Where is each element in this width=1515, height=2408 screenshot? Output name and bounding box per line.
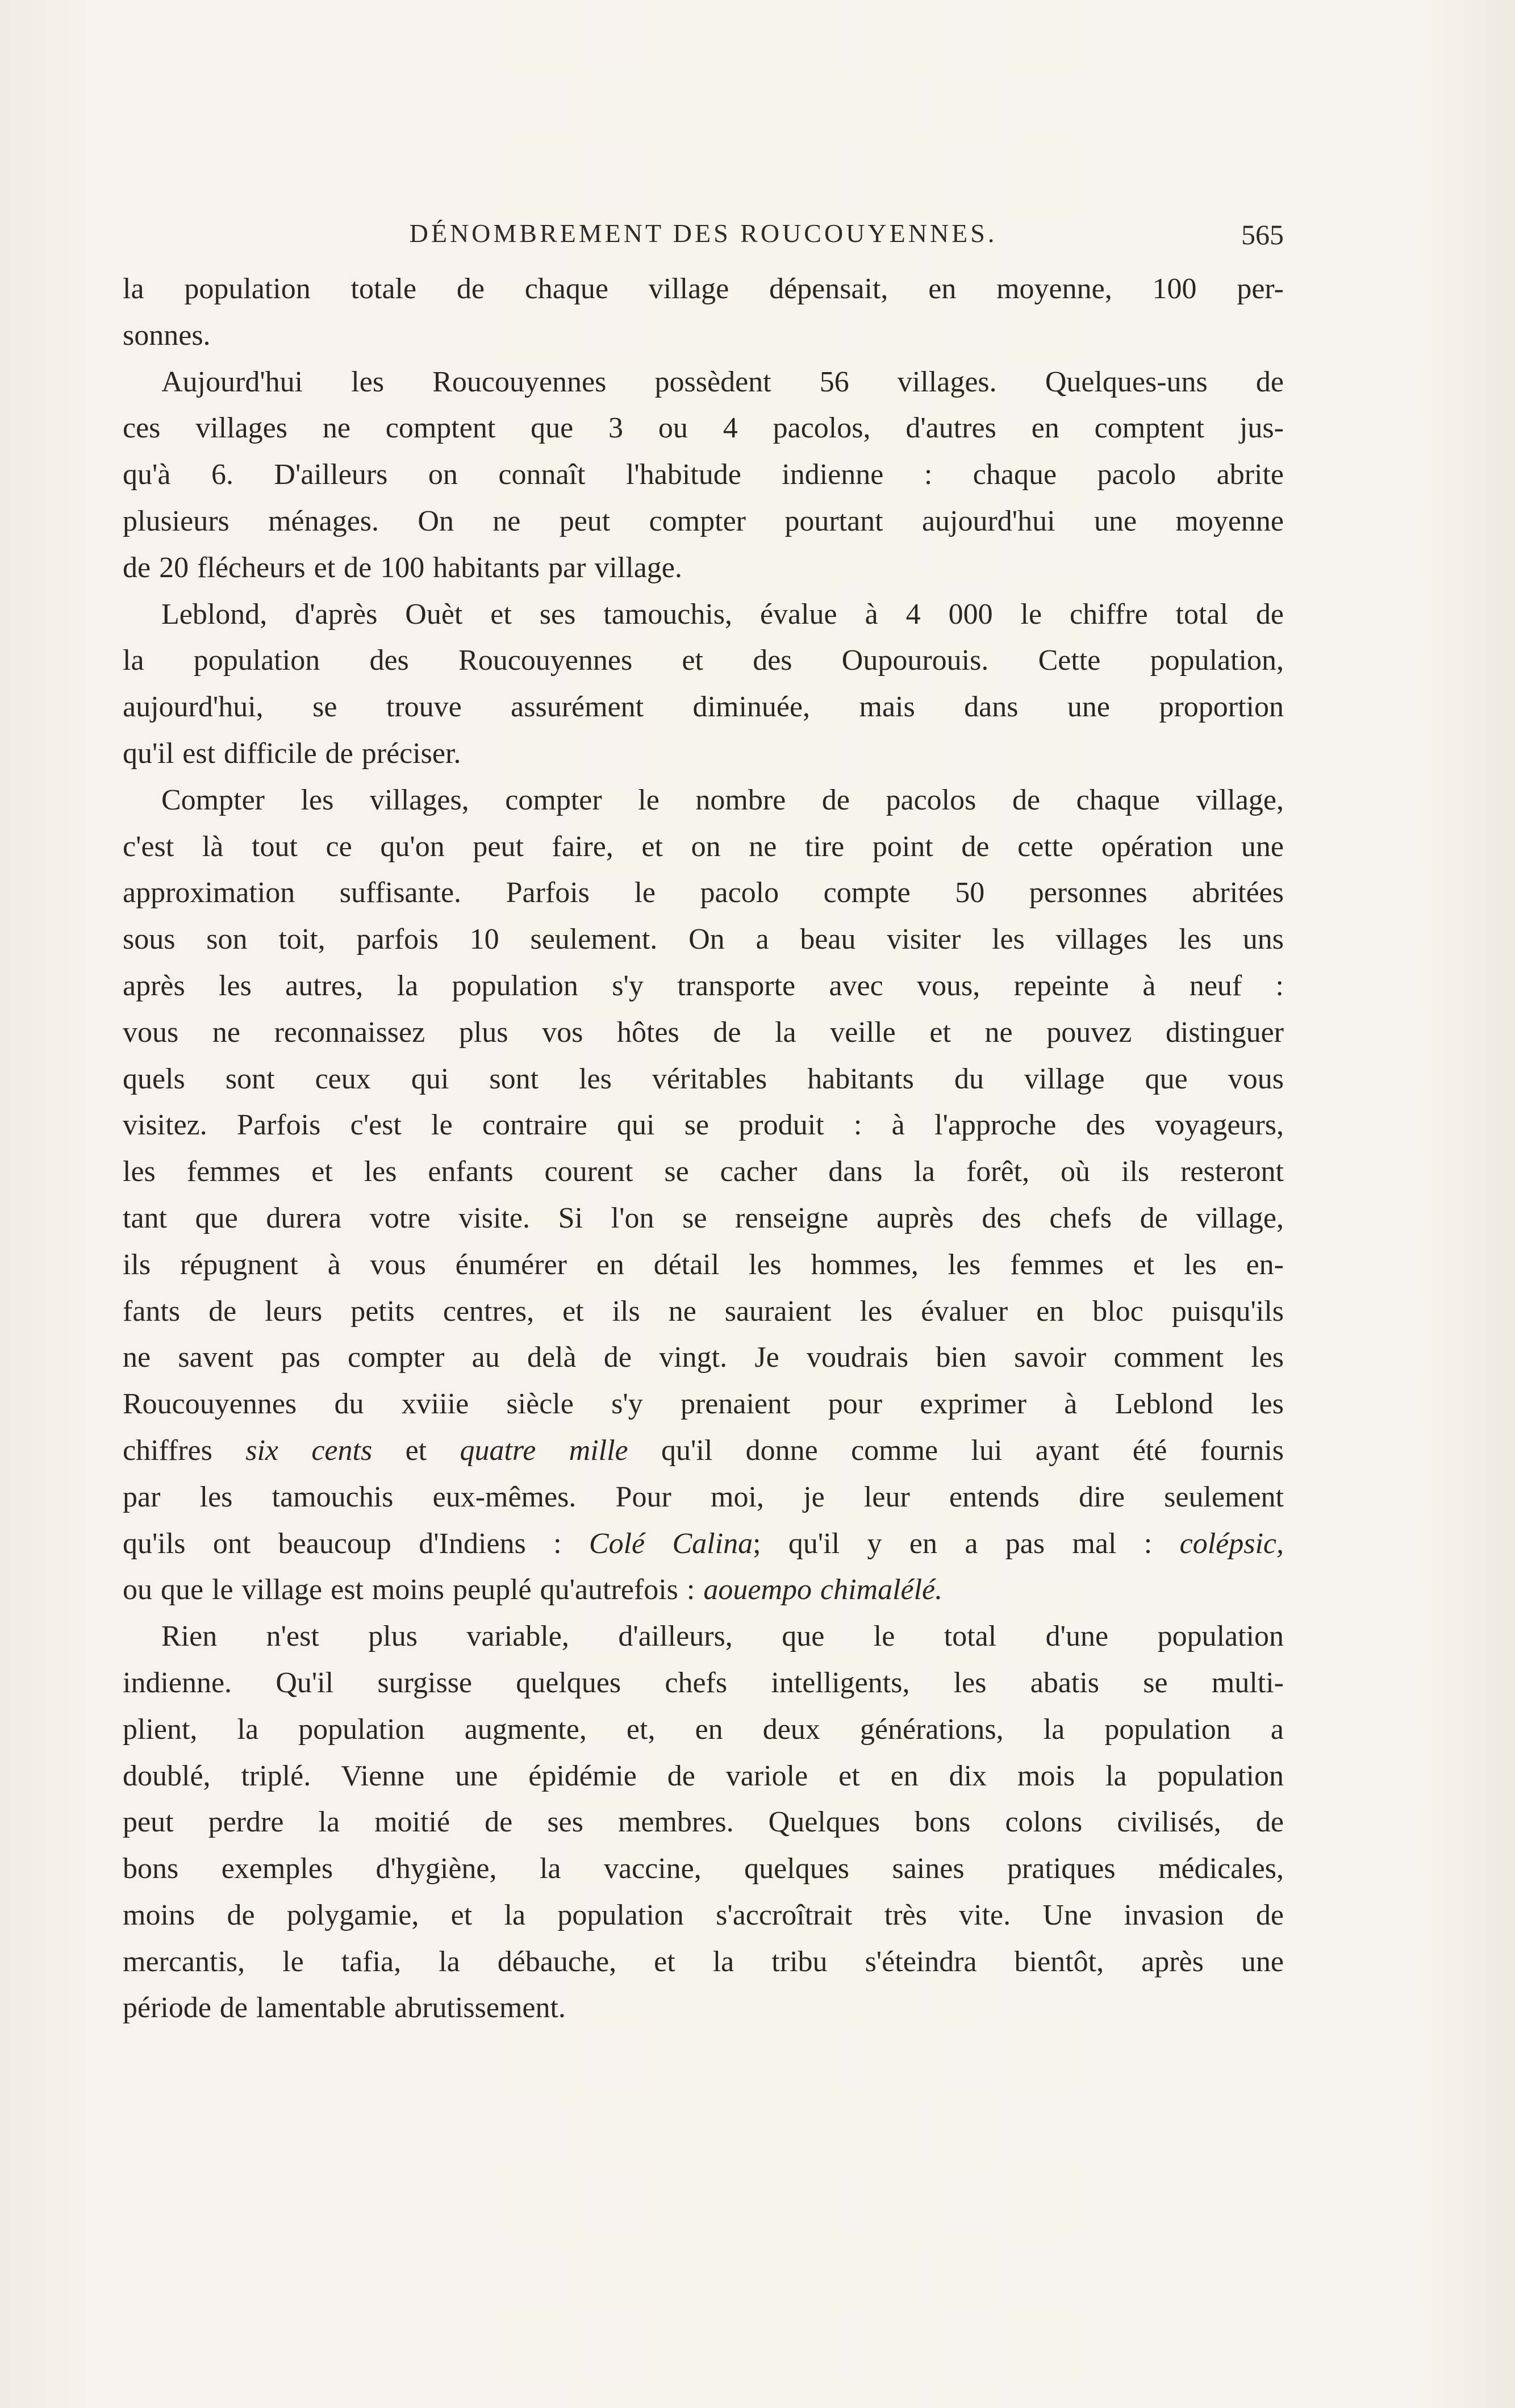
italic-phrase: six cents [245,1434,373,1467]
text-line: sonnes. [123,319,211,352]
text-line: les femmes et les enfants courent se cacher dans la forêt, où ils resteront [123,1155,1284,1188]
text-line: bons exemples d'hygiène, la vaccine, quelques saines pratiques médicales, [123,1852,1284,1885]
text-line: qu'il est difficile de préciser. [123,737,461,770]
text-line: ne savent pas compter au delà de vingt. Je voudrais bien savoir comment les [123,1341,1284,1374]
text-line: ils répugnent à vous énumérer en détail les hommes, les femmes et les en- [123,1248,1284,1281]
text-run: qu'il donne comme lui ayant été fournis [628,1434,1284,1467]
text-line: plusieurs ménages. On ne peut compter pourtant aujourd'hui une moyenne [123,504,1284,537]
text-line: la population totale de chaque village dépensait, en moyenne, 100 per- [123,273,1284,305]
text-line: visitez. Parfois c'est le contraire qui se produit : à l'approche des voyageurs, [123,1109,1284,1142]
text-line: plient, la population augmente, et, en deux générations, la population a [123,1713,1284,1746]
text-line: Leblond, d'après Ouèt et ses tamouchis, évalue à 4 000 le chiffre total de [161,598,1284,631]
text-line: Compter les villages, compter le nombre de pacolos de chaque village, [161,783,1284,816]
text-run: chiffres [123,1434,246,1467]
italic-phrase: Colé Calina [589,1527,753,1560]
text-line: mercantis, le tafia, la débauche, et la tribu s'éteindra bientôt, après une [123,1945,1284,1978]
text-line: sous son toit, parfois 10 seulement. On a beau visiter les villages les uns [123,923,1284,956]
text-line: Roucouyennes du xviiie siècle s'y prenaient pour exprimer à Leblond les [123,1388,1284,1421]
italic-phrase: colépsic, [1179,1527,1284,1560]
text-line: après les autres, la population s'y transporte avec vous, repeinte à neuf : [123,969,1284,1002]
running-title: DÉNOMBREMENT DES ROUCOUYENNES. [409,219,998,248]
text-line-with-italics [123,1567,1284,1613]
text-line: qu'à 6. D'ailleurs on connaît l'habitude indienne : chaque pacolo abrite [123,458,1284,491]
text-run: ; qu'il y en a pas mal : [753,1527,1180,1560]
text-line: approximation suffisante. Parfois le pacolo compte 50 personnes abritées [123,877,1284,909]
text-run: qu'ils ont beaucoup d'Indiens : [123,1527,589,1560]
page-header [123,218,1284,258]
text-line: tant que durera votre visite. Si l'on se renseigne auprès des chefs de village, [123,1201,1284,1234]
text-line: moins de polygamie, et la population s'accroîtrait très vite. Une invasion de [123,1898,1284,1931]
text-line: période de lamentable abrutissement. [123,1992,566,2025]
text-line: c'est là tout ce qu'on peut faire, et on ne tire point de cette opération une [123,830,1284,863]
text-line: peut perdre la moitié de ses membres. Quelques bons colons civilisés, de [123,1806,1284,1839]
text-line: par les tamouchis eux-mêmes. Pour moi, je leur entends dire seulement [123,1480,1284,1513]
text-line: fants de leurs petits centres, et ils ne sauraient les évaluer en bloc puisqu'ils [123,1295,1284,1328]
text-run: ou que le village est moins peuplé qu'autrefois : [123,1574,704,1606]
text-line: Aujourd'hui les Roucouyennes possèdent 56 villages. Quelques-uns de [161,365,1284,398]
italic-phrase: quatre mille [460,1434,628,1467]
page-number: 565 [1241,219,1284,251]
body-text [123,266,1284,2031]
text-line: aujourd'hui, se trouve assurément diminuée, mais dans une proportion [123,691,1284,724]
text-line: Rien n'est plus variable, d'ailleurs, que le total d'une population [161,1620,1284,1653]
text-line: de 20 flécheurs et de 100 habitants par village. [123,551,682,584]
text-line: indienne. Qu'il surgisse quelques chefs intelligents, les abatis se multi- [123,1666,1284,1699]
text-line-with-italics [123,1521,1284,1567]
text-run: et [372,1434,460,1467]
text-line: ces villages ne comptent que 3 ou 4 pacolos, d'autres en comptent jus- [123,412,1284,445]
text-line-with-italics [123,1428,1284,1474]
text-line: quels sont ceux qui sont les véritables habitants du village que vous [123,1062,1284,1095]
text-line: la population des Roucouyennes et des Oupourouis. Cette population, [123,644,1284,677]
text-line: vous ne reconnaissez plus vos hôtes de la veille et ne pouvez distinguer [123,1016,1284,1049]
text-line: doublé, triplé. Vienne une épidémie de variole et en dix mois la population [123,1759,1284,1792]
italic-phrase: aouempo chimalélé. [703,1574,943,1606]
